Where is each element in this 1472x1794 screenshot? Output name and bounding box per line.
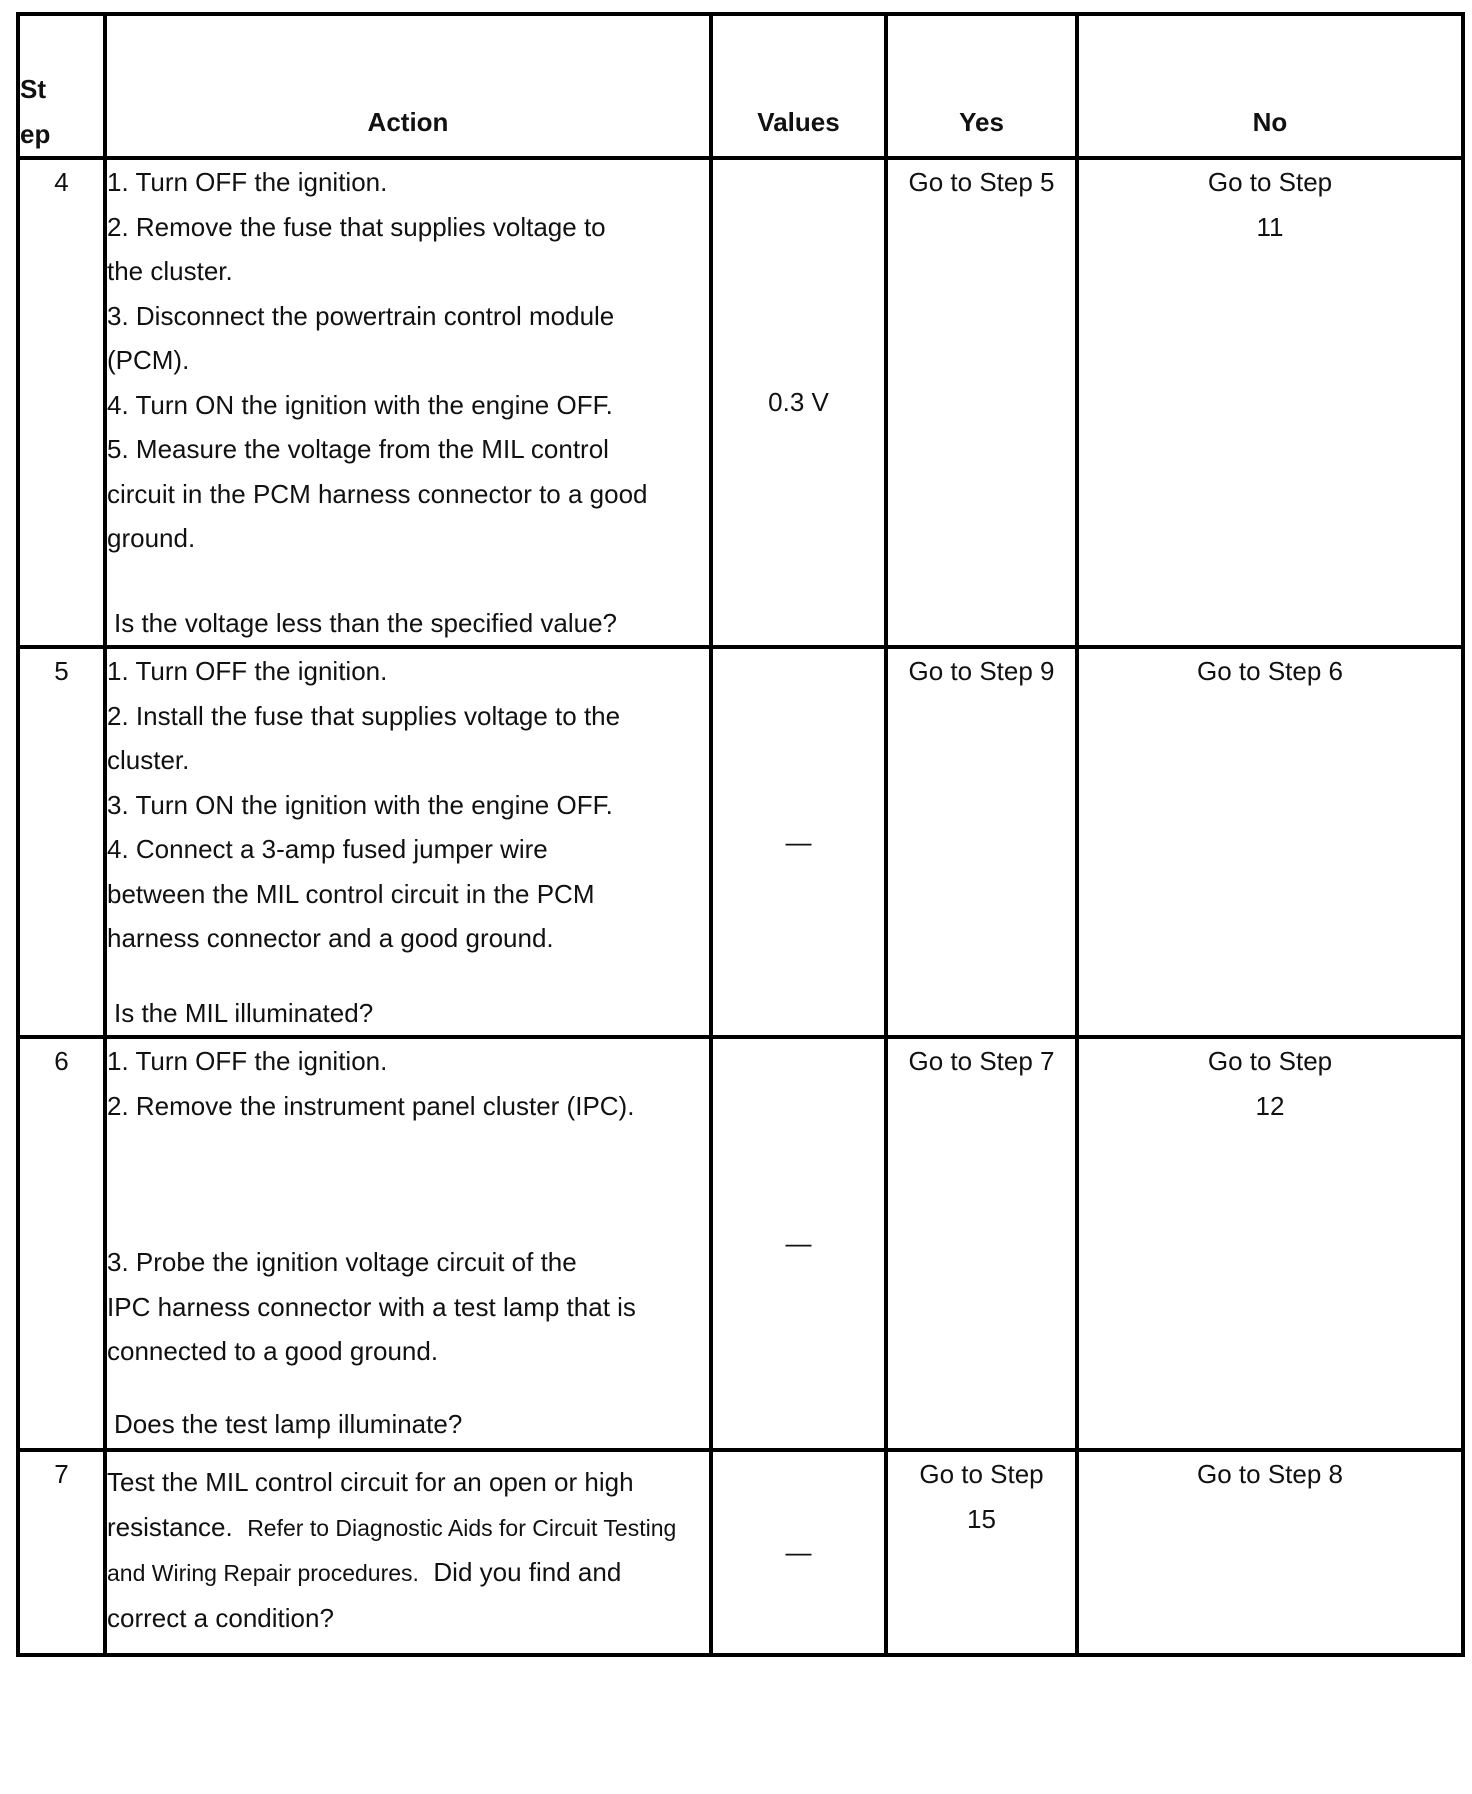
header-row (18, 14, 1463, 158)
action-line: circuit in the PCM harness connector to a good (107, 478, 648, 509)
yes-cell (886, 158, 1077, 647)
value-cell: — (711, 1450, 886, 1655)
no-target (1079, 160, 1461, 257)
action-cell (105, 158, 711, 647)
header-action-label: Action (367, 106, 449, 137)
action-line: 3. Disconnect the powertrain control module (107, 300, 615, 331)
action-reference: Refer to Diagnostic Aids for Circuit Testing (247, 1514, 677, 1541)
action-line: 1. Turn OFF the ignition. (107, 656, 388, 686)
header-step-line2: ep (20, 118, 51, 149)
action-line: 2. Install the fuse that supplies voltage to the (107, 700, 621, 731)
step-number: 7 (18, 1450, 105, 1655)
action-line (107, 1505, 709, 1551)
step-number: 4 (18, 158, 105, 647)
yes-target: Go to Step 5 (908, 167, 1055, 197)
no-target: Go to Step 8 (1197, 1459, 1343, 1489)
no-target (1079, 1039, 1461, 1136)
header-values (711, 14, 886, 158)
action-line: 2. Remove the fuse that supplies voltage to (107, 211, 606, 242)
action-text: Did you find and (433, 1557, 622, 1587)
action-line: IPC harness connector with a test lamp that is (107, 1291, 636, 1322)
action-line: 2. Remove the instrument panel cluster (IPC). (107, 1090, 635, 1121)
no-target-line1: Go to Step (1207, 167, 1333, 197)
action-cell (105, 1450, 711, 1655)
action-line: 4. Turn ON the ignition with the engine OFF. (107, 389, 613, 420)
no-cell (1077, 647, 1463, 1037)
yes-cell (886, 1037, 1077, 1450)
yes-target (888, 1452, 1075, 1549)
yes-target-line1: Go to Step (919, 1459, 1044, 1489)
no-target-line2: 11 (1256, 211, 1284, 242)
action-line: 4. Connect a 3-amp fused jumper wire (107, 834, 548, 864)
action-line: the cluster. (107, 256, 233, 286)
header-yes (886, 14, 1077, 158)
table-row (18, 1450, 1463, 1655)
yes-cell (886, 1450, 1077, 1655)
action-question: Is the MIL illuminated? (114, 997, 374, 1028)
no-cell (1077, 158, 1463, 647)
header-no-label: No (1252, 106, 1288, 137)
action-line: 1. Turn OFF the ignition. (107, 1046, 388, 1076)
yes-cell (886, 647, 1077, 1037)
action-line: between the MIL control circuit in the PCM (107, 878, 595, 909)
action-question: Is the voltage less than the specified value? (114, 607, 617, 638)
no-target-line1: Go to Step (1207, 1046, 1333, 1076)
value-cell: — (711, 1037, 886, 1450)
value-cell: — (711, 647, 886, 1037)
yes-target: Go to Step 9 (908, 656, 1055, 686)
action-line: Test the MIL control circuit for an open or high (107, 1467, 634, 1497)
table-row (18, 647, 1463, 1037)
yes-target: Go to Step 7 (908, 1046, 1055, 1076)
header-no (1077, 14, 1463, 158)
action-line: (PCM). (107, 345, 190, 375)
action-line: connected to a good ground. (107, 1336, 439, 1366)
no-target: Go to Step 6 (1197, 656, 1343, 686)
no-cell (1077, 1037, 1463, 1450)
action-line: 3. Turn ON the ignition with the engine OFF. (107, 789, 613, 820)
header-step-line1: St (20, 74, 46, 104)
header-step (18, 14, 105, 158)
action-reference: and Wiring Repair procedures. (107, 1560, 419, 1586)
action-line: harness connector and a good ground. (107, 923, 554, 953)
action-line: cluster. (107, 745, 190, 775)
action-cell (105, 1037, 711, 1450)
action-text: resistance. (107, 1511, 233, 1542)
action-question: Does the test lamp illuminate? (114, 1408, 463, 1439)
action-line: correct a condition? (107, 1602, 334, 1633)
header-action (105, 14, 711, 158)
action-line: 5. Measure the voltage from the MIL control (107, 434, 609, 464)
table-row (18, 158, 1463, 647)
action-cell (105, 647, 711, 1037)
header-yes-label: Yes (959, 106, 1004, 137)
action-line: 3. Probe the ignition voltage circuit of the (107, 1247, 577, 1277)
table-row (18, 1037, 1463, 1450)
step-number: 5 (18, 647, 105, 1037)
value-cell: 0.3 V (711, 158, 886, 647)
no-target-line2: 12 (1255, 1090, 1285, 1121)
step-number: 6 (18, 1037, 105, 1450)
action-line: 1. Turn OFF the ignition. (107, 167, 388, 197)
no-cell (1077, 1450, 1463, 1655)
action-line: ground. (107, 523, 196, 553)
action-line (107, 1550, 709, 1596)
diagnostic-table (16, 12, 1465, 1657)
header-values-label: Values (757, 106, 840, 137)
yes-target-line2: 15 (967, 1503, 996, 1534)
